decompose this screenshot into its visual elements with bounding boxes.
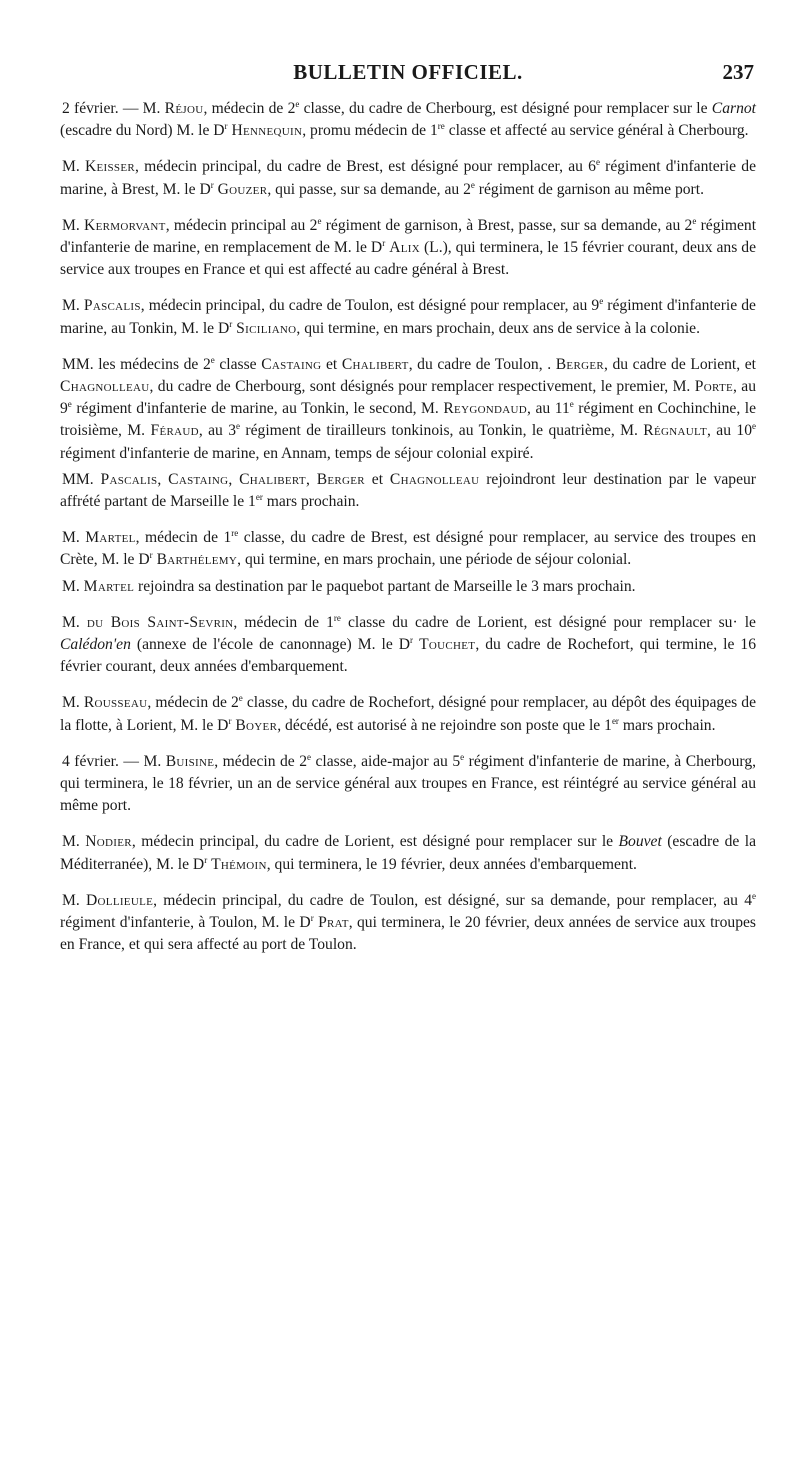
paragraph: [60, 831, 756, 875]
text-run: mars prochain.: [618, 716, 716, 734]
text-run: régiment d'infanterie de marine, en Annam, temps de séjour colonial expiré.: [60, 444, 534, 462]
person-name: Chalibert: [341, 355, 409, 373]
ordinal-superscript: e: [295, 99, 300, 109]
person-name: Chalibert: [239, 470, 306, 488]
ordinal-superscript: r: [310, 913, 314, 924]
text-run: M.: [62, 694, 84, 712]
text-run: rejoindra sa destination par le paquebot partant de Marseille le 3 mars prochain.: [134, 577, 636, 595]
text-run: classe, du cadre de Rochefort, désigné pour remplacer, au dépôt des équipages de la flotte, à Lorient, M. le D: [60, 694, 756, 734]
paragraph: [60, 751, 756, 818]
ship-name: Bouvet: [618, 833, 662, 851]
person-name: Keisser: [84, 158, 136, 176]
text-run: (annexe de l'école de canonnage) M. le D: [130, 636, 411, 654]
text-run: , qui termine, en mars prochain, deux ans de service à la colonie.: [296, 319, 700, 337]
text-run: ,: [305, 470, 317, 488]
ordinal-superscript: r: [204, 854, 208, 865]
paragraph: [60, 156, 756, 200]
person-name: Gouzer: [217, 180, 268, 198]
text-run: , médecin principal, du cadre de Toulon, est désigné, sur sa demande, pour remplacer, au 4: [153, 891, 752, 909]
text-run: , médecin de 2: [214, 752, 307, 770]
text-run: MM.: [62, 470, 101, 488]
ordinal-superscript: e: [595, 157, 600, 168]
person-name: Dollieule: [86, 891, 154, 909]
person-name: Thémoin: [211, 855, 267, 873]
text-run: , du cadre de Toulon, .: [408, 355, 556, 373]
ordinal-superscript: e: [569, 399, 574, 410]
paragraph: [60, 692, 756, 736]
paragraph: [60, 527, 756, 571]
text-run: (L.), qui terminera, le 15 février courant, deux ans de service aux troupes en France et qui est affecté au cadre général à Brest.: [60, 239, 756, 279]
text-run: mars prochain.: [262, 493, 360, 511]
text-run: et: [364, 470, 390, 488]
text-run: , médecin principal, du cadre de Brest, est désigné pour remplacer, au 6: [135, 158, 596, 176]
person-name: Martel: [85, 529, 136, 547]
person-name: Berger: [316, 470, 365, 488]
person-name: Reygondaud: [443, 400, 528, 418]
ordinal-superscript: re: [333, 612, 341, 623]
ordinal-superscript: er: [255, 492, 263, 503]
paragraph: [60, 612, 756, 679]
text-run: régiment d'infanterie de marine, au Tonkin, M. le D: [60, 297, 756, 337]
ordinal-superscript: e: [238, 693, 243, 704]
text-run: classe: [214, 355, 262, 373]
document-body: [60, 98, 756, 957]
person-name: Alix: [389, 239, 420, 257]
text-run: M.: [62, 613, 87, 631]
person-name: Buisine: [165, 752, 215, 770]
ordinal-superscript: e: [317, 215, 322, 226]
paragraph: [60, 890, 756, 957]
text-run: , qui terminera, le 19 février, deux années d'embarquement.: [266, 855, 637, 873]
text-run: régiment en Cochinchine, le troisième, M.: [60, 400, 757, 440]
text-run: MM. les médecins de 2: [62, 355, 211, 373]
text-run: régiment d'infanterie, à Toulon, M. le D: [60, 914, 311, 932]
ordinal-superscript: r: [210, 179, 214, 190]
paragraph: [60, 354, 756, 465]
person-name: Réjou: [164, 100, 204, 117]
person-name: Siciliano: [236, 319, 297, 337]
text-run: , promu médecin de 1: [302, 122, 438, 140]
ship-name: Carnot: [711, 100, 756, 117]
text-run: régiment d'infanterie de marine, à Brest, M. le D: [60, 158, 757, 198]
person-name: Martel: [83, 577, 135, 595]
text-run: classe, du cadre de Brest, est désigné pour remplacer, au service des troupes en Crète, M. le D: [60, 529, 756, 569]
ordinal-superscript: r: [149, 550, 153, 561]
paragraph: [60, 295, 756, 339]
person-name: Castaing: [168, 470, 229, 488]
text-run: M.: [62, 577, 84, 595]
text-run: , médecin de 2: [203, 100, 296, 117]
text-run: M.: [62, 297, 84, 315]
person-name: Touchet: [419, 636, 476, 654]
ordinal-superscript: e: [470, 179, 475, 190]
text-run: , médecin de 2: [147, 694, 239, 712]
text-run: et: [321, 355, 342, 373]
ordinal-superscript: r: [410, 635, 414, 646]
text-run: M.: [62, 529, 86, 547]
text-run: régiment de tirailleurs tonkinois, au Tonkin, le quatrième, M.: [240, 422, 644, 440]
person-name: Féraud: [150, 422, 199, 440]
person-name: Barthélemy: [156, 551, 238, 569]
ordinal-superscript: e: [67, 399, 72, 410]
text-run: régiment de garnison au même port.: [474, 180, 704, 198]
running-title: BULLETIN OFFICIEL.: [293, 60, 523, 84]
person-name: Nodier: [85, 833, 132, 851]
text-run: classe, du cadre de Cherbourg, est désigné pour remplacer sur le: [299, 100, 712, 117]
text-run: , du cadre de Cherbourg, sont désignés pour remplacer respectivement, le premier, M.: [149, 378, 695, 396]
person-name: du Bois Saint-Sevrin: [86, 613, 234, 631]
person-name: Berger: [555, 355, 604, 373]
text-run: M.: [62, 833, 86, 851]
person-name: Castaing: [261, 355, 322, 373]
text-run: , qui terminera, le 20 février, deux années de service aux troupes en France, et qui sera affecté au port de Toulon.: [60, 914, 756, 954]
text-run: , décédé, est autorisé à ne rejoindre son poste que le 1: [277, 716, 612, 734]
ordinal-superscript: r: [229, 318, 233, 329]
ordinal-superscript: re: [231, 528, 239, 539]
text-run: , au 3: [198, 422, 237, 440]
ship-name: Calédon'en: [60, 636, 131, 654]
text-run: , médecin de 1: [135, 529, 232, 547]
person-name: Hennequin: [231, 122, 303, 140]
paragraph: [60, 469, 756, 513]
text-run: , médecin de 1: [233, 613, 334, 631]
text-run: classe, aide-major au 5: [311, 752, 461, 770]
ordinal-superscript: e: [210, 354, 215, 365]
ordinal-superscript: e: [692, 215, 697, 226]
person-name: Porte: [694, 378, 733, 396]
text-run: (escadre de la Méditerranée), M. le D: [60, 833, 757, 873]
person-name: Prat: [318, 914, 349, 932]
paragraph: [60, 98, 756, 142]
text-run: , du cadre de Lorient, et: [603, 355, 756, 373]
text-run: M.: [62, 158, 85, 176]
page-header: [60, 54, 756, 94]
person-name: Pascalis: [83, 297, 141, 315]
text-run: , qui termine, en mars prochain, une période de séjour colonial.: [237, 551, 632, 569]
ordinal-superscript: e: [752, 421, 756, 432]
text-run: 4 février. — M.: [62, 752, 166, 770]
person-name: Régnault: [643, 422, 708, 440]
text-run: (escadre du Nord) M. le D: [60, 122, 225, 140]
ordinal-superscript: r: [224, 121, 228, 132]
text-run: classe et affecté au service général à Cherbourg.: [444, 122, 749, 140]
text-run: régiment d'infanterie de marine, à Cherbourg, qui terminera, le 18 février, un an de service général aux troupes en France, est réintégré au service général au même port.: [60, 752, 757, 815]
text-run: régiment de garnison, à Brest, passe, sur sa demande, au 2: [321, 216, 693, 234]
text-run: , du cadre de Rochefort, qui termine, le 16 février courant, deux années d'embarquement.: [60, 636, 756, 676]
ordinal-superscript: r: [382, 238, 386, 249]
person-name: Chagnolleau: [60, 378, 150, 396]
ordinal-superscript: e: [460, 751, 465, 762]
person-name: Kermorvant: [84, 216, 166, 234]
text-run: , au 9: [60, 378, 757, 418]
person-name: Rousseau: [83, 694, 148, 712]
text-run: , au 10: [707, 422, 752, 440]
ordinal-superscript: r: [228, 715, 232, 726]
ordinal-superscript: e: [307, 751, 311, 762]
paragraph: [60, 576, 756, 598]
text-run: , médecin principal, du cadre de Toulon, est désigné pour remplacer, au 9: [140, 297, 600, 315]
text-run: , au 11: [527, 400, 570, 418]
ordinal-superscript: re: [437, 121, 445, 132]
paragraph: [60, 215, 756, 282]
text-run: ,: [228, 470, 240, 488]
text-run: ,: [157, 470, 169, 488]
text-run: M.: [62, 891, 86, 909]
page-number: 237: [722, 60, 754, 84]
text-run: 2 février. — M.: [62, 100, 165, 117]
text-run: rejoindront leur destination par le vapeur affrété partant de Marseille le 1: [60, 470, 757, 511]
text-run: , médecin principal au 2: [165, 216, 318, 234]
text-run: , médecin principal, du cadre de Lorient, est désigné pour remplacer sur le: [131, 833, 619, 851]
person-name: Chagnolleau: [389, 470, 480, 488]
text-run: régiment d'infanterie de marine, en remplacement de M. le D: [60, 216, 757, 257]
text-run: M.: [62, 216, 85, 234]
ordinal-superscript: e: [752, 890, 756, 901]
ordinal-superscript: er: [611, 715, 619, 726]
text-run: régiment d'infanterie de marine, au Tonkin, le second, M.: [71, 400, 444, 418]
text-run: classe du cadre de Lorient, est désigné pour remplacer su· le: [340, 613, 756, 631]
person-name: Pascalis: [100, 470, 158, 488]
person-name: Boyer: [235, 716, 278, 734]
text-run: , qui passe, sur sa demande, au 2: [267, 180, 471, 198]
ordinal-superscript: e: [599, 296, 604, 307]
ordinal-superscript: e: [236, 421, 241, 432]
